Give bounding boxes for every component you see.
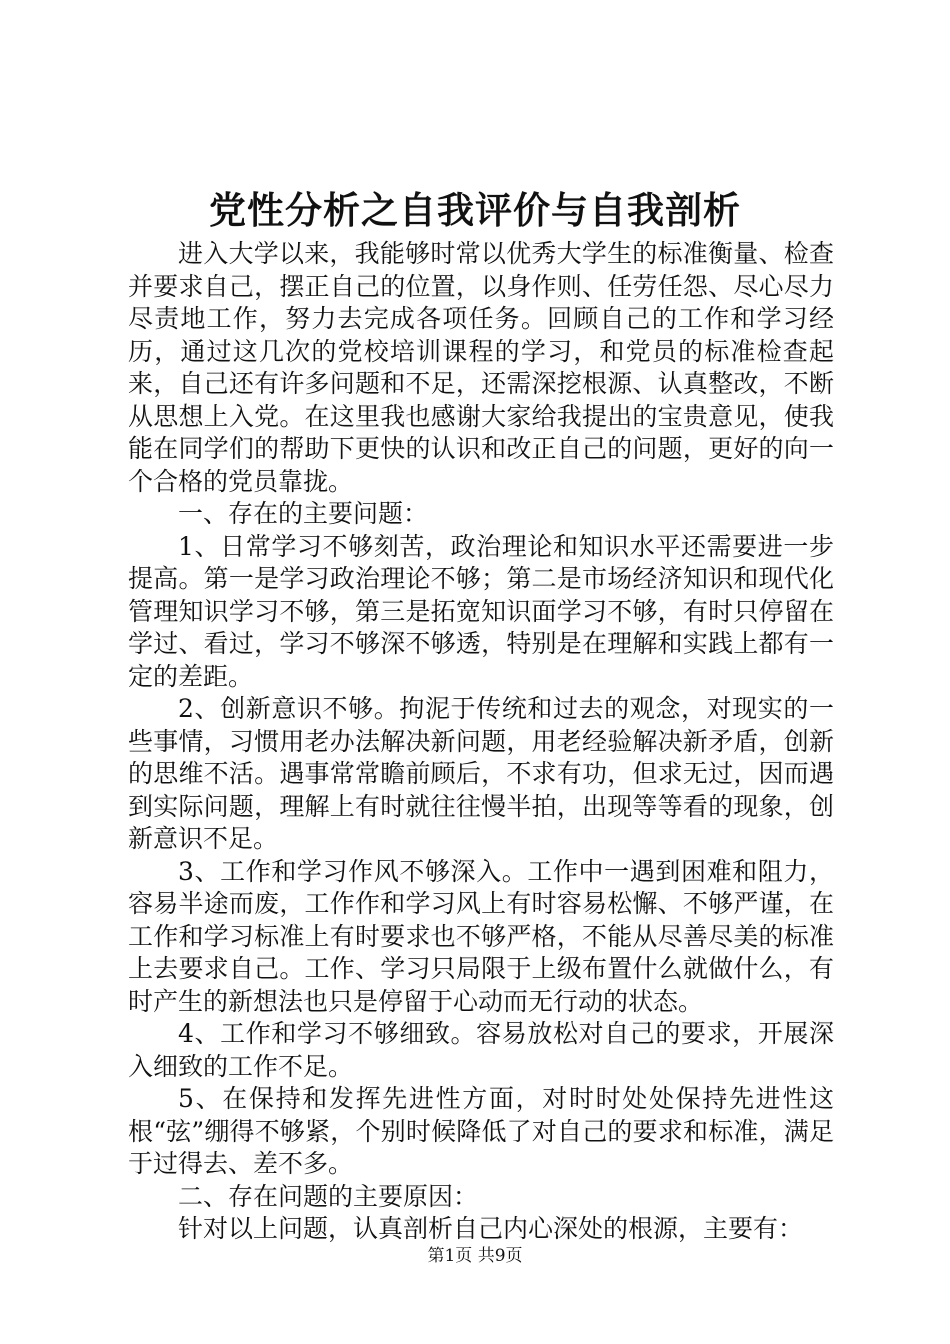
document-body	[128, 238, 834, 1246]
paragraph-intro: 进入大学以来，我能够时常以优秀大学生的标准衡量、检查并要求自己，摆正自己的位置，以身作则、任劳任怨、尽心尽力尽责地工作，努力去完成各项任务。回顾自己的工作和学习经历，通过这几次的党校培训课程的学习，和党员的标准检查起来，自己还有许多问题和不足，还需深挖根源、认真整改，不断从思想上入党。在这里我也感谢大家给我提出的宝贵意见，使我能在同学们的帮助下更快的认识和改正自己的问题，更好的向一个合格的党员靠拢。	[128, 239, 834, 496]
paragraph-problem-2: 2、创新意识不够。拘泥于传统和过去的观念，对现实的一些事情，习惯用老办法解决新问题，用老经验解决新矛盾，创新的思维不活。遇事常常瞻前顾后，不求有功，但求无过，因而遇到实际问题，理解上有时就往往慢半拍，出现等等看的现象，创新意识不足。	[128, 694, 834, 853]
page-footer: 第1页 共9页	[427, 1246, 523, 1266]
paragraph-causes-intro: 针对以上问题，认真剖析自己内心深处的根源，主要有：	[178, 1214, 804, 1243]
paragraph-problem-5: 5、在保持和发挥先进性方面，对时时处处保持先进性这根“弦”绷得不够紧，个别时候降低了对自己的要求和标准，满足于过得去、差不多。	[128, 1084, 834, 1178]
paragraph-problem-3: 3、工作和学习作风不够深入。工作中一遇到困难和阻力，容易半途而废，工作作和学习风上有时容易松懈、不够严谨，在工作和学习标准上有时要求也不够严格，不能从尽善尽美的标准上去要求自己。工作、学习只局限于上级布置什么就做什么，有时产生的新想法也只是停留于心动而无行动的状态。	[128, 856, 834, 1016]
paragraph-problem-4: 4、工作和学习不够细致。容易放松对自己的要求，开展深入细致的工作不足。	[128, 1019, 834, 1081]
section-heading-causes: 二、存在问题的主要原因：	[178, 1181, 479, 1211]
paragraph-problem-1: 1、日常学习不够刻苦，政治理论和知识水平还需要进一步提高。第一是学习政治理论不够；第二是市场经济知识和现代化管理知识学习不够，第三是拓宽知识面学习不够，有时只停留在学过、看过，学习不够深不够透，特别是在理解和实践上都有一定的差距。	[128, 531, 834, 691]
section-heading-problems: 一、存在的主要问题：	[178, 499, 429, 528]
document-title: 党性分析之自我评价与自我剖析	[209, 188, 741, 232]
